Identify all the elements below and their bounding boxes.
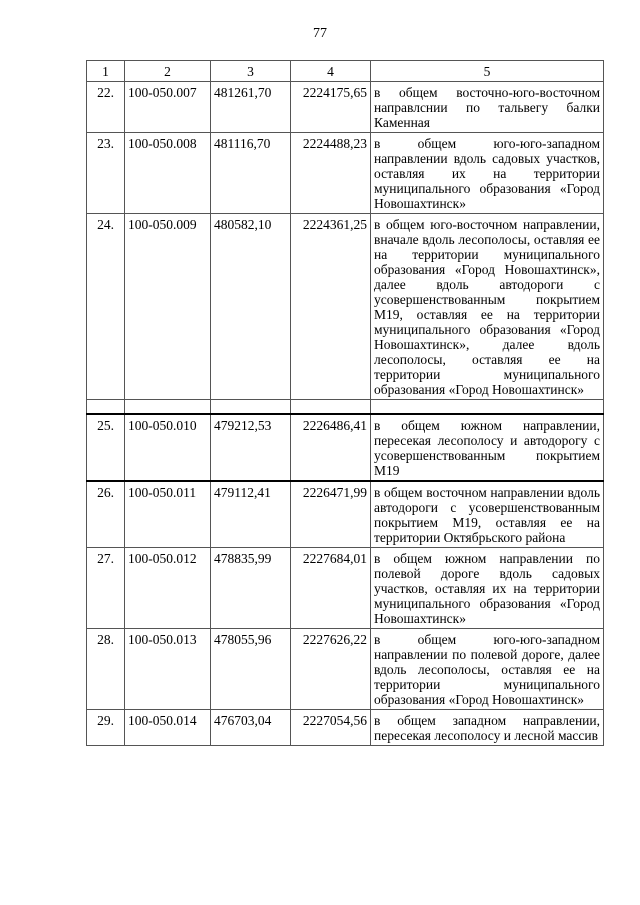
point-code: 100-050.009 [125, 214, 211, 400]
column-header: 2 [125, 61, 211, 82]
table-row [87, 548, 604, 629]
row-number: 25. [87, 414, 125, 481]
row-number: 22. [87, 82, 125, 133]
point-code: 100-050.007 [125, 82, 211, 133]
point-code: 100-050.012 [125, 548, 211, 629]
coordinate-y: 2226471,99 [291, 481, 371, 548]
coordinate-y: 2227054,56 [291, 710, 371, 746]
direction-description: в общем южном направлении, пересекая лесополосу и автодорогу с усовершенствованным покрытием М19 [371, 414, 604, 481]
coordinate-y: 2224361,25 [291, 214, 371, 400]
point-code: 100-050.013 [125, 629, 211, 710]
row-number: 24. [87, 214, 125, 400]
page-number: 77 [313, 26, 327, 41]
row-number: 29. [87, 710, 125, 746]
coordinate-y: 2227626,22 [291, 629, 371, 710]
coordinate-y: 2227684,01 [291, 548, 371, 629]
column-header: 5 [371, 61, 604, 82]
coordinate-x: 479212,53 [211, 414, 291, 481]
point-code: 100-050.014 [125, 710, 211, 746]
direction-description: в общем восточном направлении вдоль автодороги с усовершенствованным покрытием М19, оставляя ее на территории Октябрьского района [371, 481, 604, 548]
row-number: 27. [87, 548, 125, 629]
coordinate-y: 2226486,41 [291, 414, 371, 481]
column-header: 4 [291, 61, 371, 82]
table-header-row [87, 61, 604, 82]
coordinate-x: 481261,70 [211, 82, 291, 133]
direction-description: в общем западном направлении, пересекая лесополосу и лесной массив [371, 710, 604, 746]
coordinate-x: 480582,10 [211, 214, 291, 400]
column-header: 3 [211, 61, 291, 82]
direction-description: в общем юго-юго-западном направлении по полевой дороге, далее вдоль лесополосы, оставляя ее на территории муниципального образования «Город Новошахтинск» [371, 629, 604, 710]
coordinate-x: 478835,99 [211, 548, 291, 629]
boundary-points-table [86, 60, 604, 746]
table-row [87, 82, 604, 133]
coordinate-x: 478055,96 [211, 629, 291, 710]
column-header: 1 [87, 61, 125, 82]
row-number: 23. [87, 133, 125, 214]
coordinate-x: 479112,41 [211, 481, 291, 548]
direction-description: в общем южном направлении по полевой дороге вдоль садовых участков, оставляя их на территории муниципального образования «Город Новошахтинск» [371, 548, 604, 629]
row-number: 26. [87, 481, 125, 548]
empty-row [87, 400, 604, 415]
table-row [87, 133, 604, 214]
direction-description: в общем юго-восточном направлении, вначале вдоль лесополосы, оставляя ее на территории муниципального образования «Город Новошахтинск», далее вдоль автодороги с усовершенствованным покрытием М19, оставляя ее на территории муниципального образования «Город Новошахтинск», далее вдоль лесополосы, оставляя ее на территории муниципального образования «Город Новошахтинск» [371, 214, 604, 400]
coordinate-x: 476703,04 [211, 710, 291, 746]
row-number: 28. [87, 629, 125, 710]
direction-description: в общем юго-юго-западном направлении вдоль садовых участков, оставляя их на территории муниципального образования «Город Новошахтинск» [371, 133, 604, 214]
direction-description: в общем восточно-юго-восточном направлснии по тальвегу балки Каменная [371, 82, 604, 133]
coordinate-y: 2224175,65 [291, 82, 371, 133]
table-row [87, 214, 604, 400]
table-row [87, 481, 604, 548]
point-code: 100-050.011 [125, 481, 211, 548]
table-row [87, 710, 604, 746]
coordinate-y: 2224488,23 [291, 133, 371, 214]
coordinate-x: 481116,70 [211, 133, 291, 214]
table-row [87, 629, 604, 710]
point-code: 100-050.008 [125, 133, 211, 214]
point-code: 100-050.010 [125, 414, 211, 481]
table-row [87, 414, 604, 481]
